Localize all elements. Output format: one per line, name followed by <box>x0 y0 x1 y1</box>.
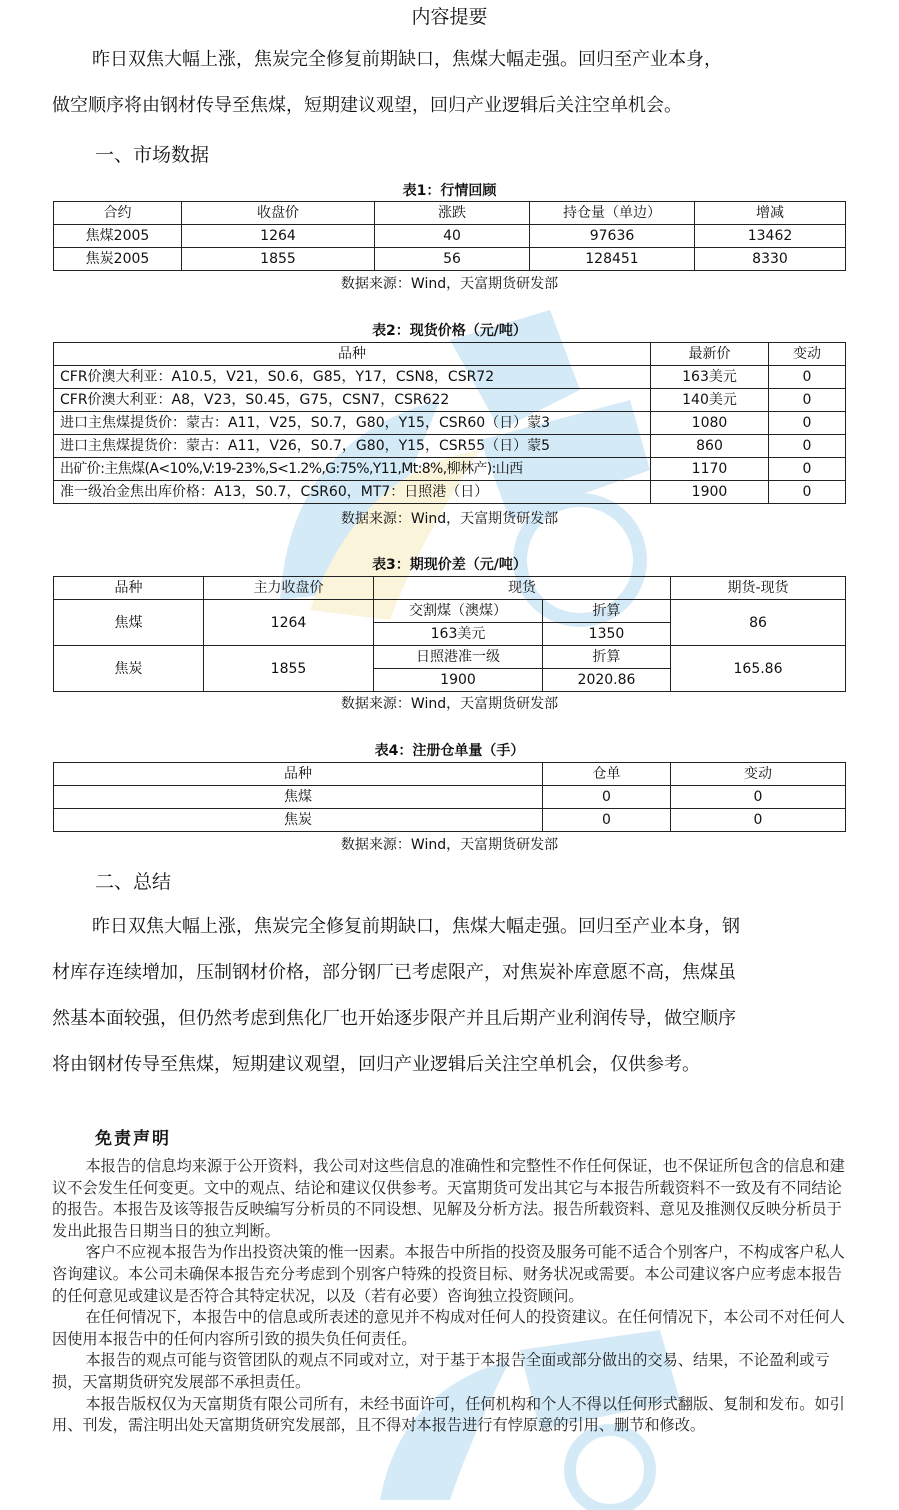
cell: 进口主焦煤提货价：蒙古：A11，V26，S0.7，G80，Y15，CSR55（日）蒙5 <box>54 435 651 458</box>
cell: 86 <box>671 600 846 646</box>
cell: 165.86 <box>671 646 846 692</box>
cell: 0 <box>769 366 846 389</box>
cell: 163美元 <box>651 366 769 389</box>
disclaimer-paragraph: 本报告的观点可能与资管团队的观点不同或对立，对于基于本报告全面或部分做出的交易、结果，不论盈利或亏损，天富期货研究发展部不承担责任。 <box>52 1351 830 1391</box>
table1-caption: 表1：行情回顾 <box>402 183 497 199</box>
cell: 140美元 <box>651 389 769 412</box>
cell: 进口主焦煤提货价：蒙古：A11，V25，S0.7，G80，Y15，CSR60（日）蒙3 <box>54 412 651 435</box>
market-review-table <box>53 201 846 271</box>
table-row <box>54 412 846 435</box>
summary-line-1: 昨日双焦大幅上涨，焦炭完全修复前期缺口，焦煤大幅走强。回归至产业本身， <box>92 49 722 70</box>
conclusion-line-1: 昨日双焦大幅上涨，焦炭完全修复前期缺口，焦煤大幅走强。回归至产业本身，钢 <box>92 916 740 937</box>
cell: 0 <box>769 481 846 504</box>
table4-caption: 表4：注册仓单量（手） <box>374 743 525 759</box>
conclusion-line-3: 然基本面较强，但仍然考虑到焦化厂也开始逐步限产并且后期产业利润传导，做空顺序 <box>52 1008 736 1029</box>
conclusion-paragraph <box>52 904 852 1088</box>
table3-source: 数据来源：Wind，天富期货研发部 <box>340 696 559 712</box>
cell: 焦炭 <box>54 646 204 692</box>
table-row <box>54 600 846 623</box>
col-header: 收盘价 <box>182 202 375 225</box>
cell: 1080 <box>651 412 769 435</box>
col-header: 增减 <box>695 202 846 225</box>
cell: 准一级冶金焦出库价格：A13，S0.7，CSR60，MT7：日照港（日） <box>54 481 651 504</box>
cell: 1170 <box>651 458 769 481</box>
conclusion-line-2: 材库存连续增加，压制钢材价格，部分钢厂已考虑限产，对焦炭补库意愿不高，焦煤虽 <box>52 962 736 983</box>
cell: 日照港准一级 <box>374 646 543 669</box>
table2-source: 数据来源：Wind，天富期货研发部 <box>340 511 559 527</box>
cell: 0 <box>769 389 846 412</box>
conclusion-line-4: 将由钢材传导至焦煤，短期建议观望，回归产业逻辑后关注空单机会，仅供参考。 <box>52 1054 700 1075</box>
table1-source: 数据来源：Wind，天富期货研发部 <box>340 276 559 292</box>
table-row <box>54 786 846 809</box>
table-row <box>54 389 846 412</box>
col-header: 涨跌 <box>375 202 530 225</box>
disclaimer-paragraph: 本报告版权仅为天富期货有限公司所有，未经书面许可，任何机构和个人不得以任何形式翻版、复制和发布。如引用、刊发，需注明出处天富期货研究发展部，且不得对本报告进行有悖原意的引用、删节和修改。 <box>52 1394 845 1435</box>
cell: 860 <box>651 435 769 458</box>
table-row <box>54 366 846 389</box>
cell: 0 <box>543 809 671 832</box>
cell: 焦煤 <box>54 600 204 646</box>
cell: 1900 <box>651 481 769 504</box>
cell: 1350 <box>543 623 671 646</box>
table3-caption: 表3：期现价差（元/吨） <box>372 557 527 573</box>
cell: 0 <box>671 786 846 809</box>
cell: 128451 <box>530 248 695 271</box>
disclaimer-paragraph: 在任何情况下，本报告中的信息或所表述的意见并不构成对任何人的投资建议。在任何情况下，本公司不对任何人因使用本报告中的任何内容所引致的损失负任何责任。 <box>52 1308 845 1348</box>
cell: 0 <box>543 786 671 809</box>
cell: 56 <box>375 248 530 271</box>
summary-paragraph <box>52 37 852 129</box>
table-header-row <box>54 343 846 366</box>
cell: 1264 <box>204 600 374 646</box>
section-summary-heading: 二、总结 <box>95 871 172 893</box>
cell: 1900 <box>374 669 543 692</box>
cell: 出矿价:主焦煤(A<10%,V:19-23%,S<1.2%,G:75%,Y11,Mt:8%,柳林产):山西 <box>54 458 651 481</box>
cell: 0 <box>769 412 846 435</box>
cell: 焦炭2005 <box>54 248 182 271</box>
cell: 折算 <box>543 600 671 623</box>
table-row <box>54 481 846 504</box>
table-header-row <box>54 577 846 600</box>
col-header: 变动 <box>769 343 846 366</box>
cell: 0 <box>769 458 846 481</box>
table-row <box>54 435 846 458</box>
cell: 40 <box>375 225 530 248</box>
table-row <box>54 458 846 481</box>
cell: 0 <box>671 809 846 832</box>
col-header: 品种 <box>54 343 651 366</box>
disclaimer-paragraph: 本报告的信息均来源于公开资料，我公司对这些信息的准确性和完整性不作任何保证，也不保证所包含的信息和建议不会发生任何变更。文中的观点、结论和建议仅供参考。天富期货可发出其它与本报告所载资料不一致及有不同结论的报告。本报告及该等报告反映编写分析员的不同设想、见解及分析方法。报告所载资料、意见及推测仅反映分析员于发出此报告日期当日的独立判断。 <box>52 1157 845 1240</box>
cell: 1264 <box>182 225 375 248</box>
cell: 2020.86 <box>543 669 671 692</box>
table4-source: 数据来源：Wind，天富期货研发部 <box>340 837 559 853</box>
table-row <box>54 809 846 832</box>
cell: CFR价澳大利亚：A8，V23，S0.45，G75，CSN7，CSR622 <box>54 389 651 412</box>
cell: 焦炭 <box>54 809 543 832</box>
col-header: 合约 <box>54 202 182 225</box>
disclaimer-title: 免责声明 <box>95 1129 171 1149</box>
col-header: 品种 <box>54 577 204 600</box>
spot-price-table <box>53 342 846 504</box>
cell: 163美元 <box>374 623 543 646</box>
basis-table <box>53 576 846 692</box>
col-header: 持仓量（单边） <box>530 202 695 225</box>
page-title: 内容提要 <box>411 6 488 28</box>
cell: 8330 <box>695 248 846 271</box>
cell: 97636 <box>530 225 695 248</box>
section-market-data-heading: 一、市场数据 <box>95 144 210 166</box>
cell: 0 <box>769 435 846 458</box>
disclaimer-paragraph: 客户不应视本报告为作出投资决策的惟一因素。本报告中所指的投资及服务可能不适合个别客户，不构成客户私人咨询建议。本公司未确保本报告充分考虑到个别客户特殊的投资目标、财务状况或需要。本公司建议客户应考虑本报告的任何意见或建议是否符合其特定状况，以及（若有必要）咨询独立投资顾问。 <box>52 1243 845 1305</box>
col-header: 品种 <box>54 763 543 786</box>
cell: 焦煤2005 <box>54 225 182 248</box>
cell: 交割煤（澳煤） <box>374 600 543 623</box>
cell: 1855 <box>182 248 375 271</box>
table2-caption: 表2：现货价格（元/吨） <box>372 323 527 339</box>
disclaimer-body <box>52 1156 852 1437</box>
col-header: 仓单 <box>543 763 671 786</box>
summary-line-2: 做空顺序将由钢材传导至焦煤，短期建议观望，回归产业逻辑后关注空单机会。 <box>52 95 682 116</box>
cell: 13462 <box>695 225 846 248</box>
col-header: 期货-现货 <box>671 577 846 600</box>
table-row <box>54 646 846 669</box>
table-header-row <box>54 202 846 225</box>
cell: 焦煤 <box>54 786 543 809</box>
table-row <box>54 225 846 248</box>
cell: 1855 <box>204 646 374 692</box>
col-header: 现货 <box>374 577 671 600</box>
col-header: 变动 <box>671 763 846 786</box>
cell: CFR价澳大利亚：A10.5，V21，S0.6，G85，Y17，CSN8，CSR72 <box>54 366 651 389</box>
table-row <box>54 248 846 271</box>
col-header: 最新价 <box>651 343 769 366</box>
warehouse-receipt-table <box>53 762 846 832</box>
table-header-row <box>54 763 846 786</box>
cell: 折算 <box>543 646 671 669</box>
col-header: 主力收盘价 <box>204 577 374 600</box>
